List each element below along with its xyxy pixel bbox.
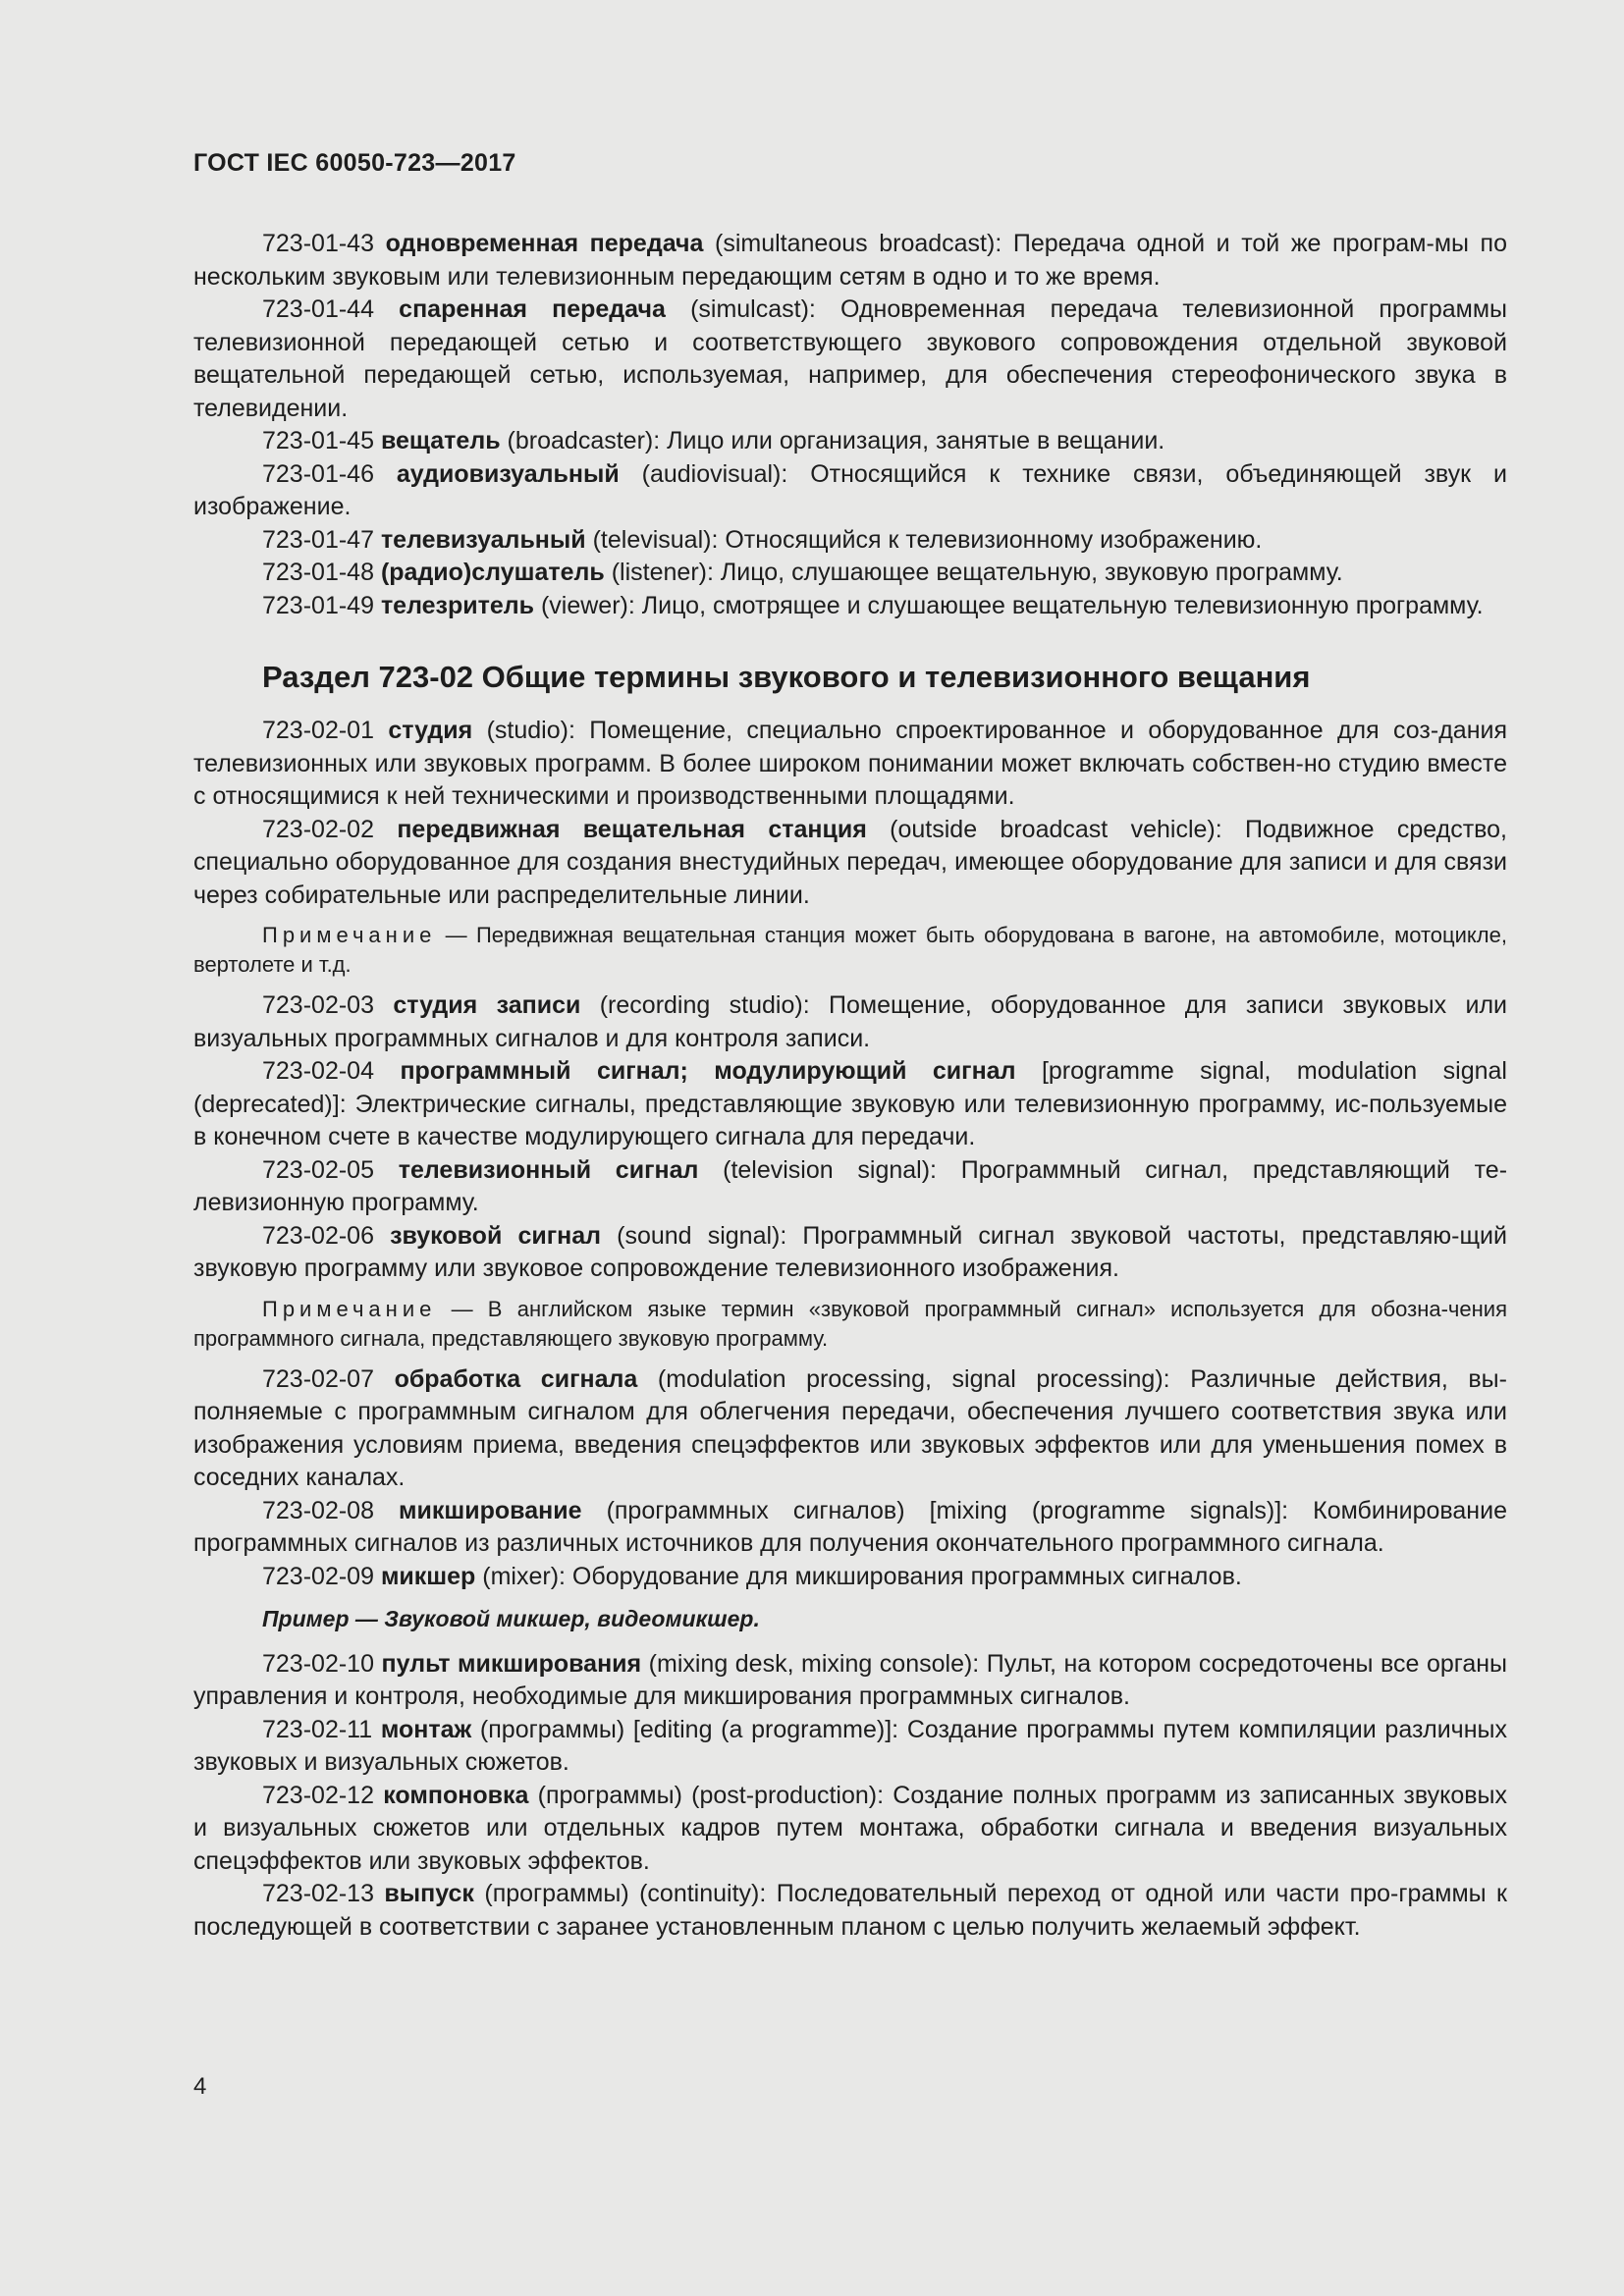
document-body	[193, 228, 1507, 1944]
term-entry	[193, 1055, 1507, 1154]
entry-term: компоновка	[383, 1781, 529, 1809]
entry-code: 723-02-13	[262, 1880, 374, 1907]
entry-term: телевизионный сигнал	[398, 1155, 699, 1184]
entry-term: звуковой сигнал	[390, 1221, 602, 1250]
entry-definition: (outside broadcast vehicle): Подвижное средство, специально оборудованное для создания внестудийных передач, имеющее оборудование для записи и для связи через собирательные или распределительные линии.	[193, 815, 1507, 909]
entry-definition: (simultaneous broadcast): Передача одной и той же програм-мы по нескольким звуковым или телевизионным передающим сетям в одно и то же время.	[193, 230, 1507, 291]
term-entry	[193, 1220, 1507, 1286]
document-header: ГОСТ IEC 60050-723—2017	[193, 149, 516, 177]
entry-term: микшер	[380, 1562, 476, 1590]
entry-code: 723-01-44	[262, 295, 374, 323]
entry-term: телевизуальный	[380, 525, 586, 554]
entry-term: студия записи	[393, 991, 581, 1019]
term-entry	[193, 1648, 1507, 1714]
entry-term: выпуск	[384, 1880, 474, 1907]
note-label: Примечание	[262, 923, 437, 947]
entry-definition: (broadcaster): Лицо или организация, занятые в вещании.	[507, 427, 1165, 454]
entry-definition: (mixing desk, mixing console): Пульт, на котором сосредоточены все органы управления и контроля, необходимые для микширования программных сигналов.	[193, 1649, 1508, 1710]
entry-code: 723-02-09	[262, 1562, 374, 1590]
note-text: — В английском языке термин «звуковой программный сигнал» используется для обозна-чения программного сигнала, представляющего звуковую программу.	[193, 1296, 1507, 1351]
page-number: 4	[193, 2073, 207, 2100]
entry-definition: (sound signal): Программный сигнал звуковой частоты, представляю-щий звуковую программу или звуковое сопровождение телевизионного изображения.	[193, 1221, 1507, 1282]
term-entry	[193, 1154, 1507, 1220]
entry-code: 723-01-43	[262, 230, 374, 257]
entry-definition: [programme signal, modulation signal (deprecated)]: Электрические сигналы, представляющие звуковую или телевизионную программу, ис-пользуемые в конечном счете в качестве модулирующего сигнала для передачи.	[193, 1057, 1507, 1150]
term-entry	[193, 1561, 1507, 1594]
entry-definition: (mixer): Оборудование для микширования программных сигналов.	[482, 1562, 1242, 1590]
term-entry	[193, 1363, 1507, 1495]
entry-term: микширование	[399, 1496, 582, 1524]
term-entry	[193, 715, 1507, 814]
entry-code: 723-02-12	[262, 1781, 374, 1809]
entry-definition: (simulcast): Одновременная передача телевизионной программы телевизионной передающей сетью и соответствующего звукового сопровождения отдельной звуковой вещательной передающей сетью, используемая, например, для обеспечения стереофонического звука в телевидении.	[193, 295, 1507, 422]
entry-definition: (программных сигналов) [mixing (programme signals)]: Комбинирование программных сигналов из различных источников для получения окончательного программного сигнала.	[193, 1496, 1507, 1557]
entry-code: 723-02-03	[262, 991, 374, 1019]
entry-code: 723-02-08	[262, 1496, 374, 1524]
entry-definition: (television signal): Программный сигнал, представляющий те-левизионную программу.	[193, 1155, 1508, 1216]
entry-definition: (программы) [editing (a programme)]: Создание программы путем компиляции различных звуковых и визуальных сюжетов.	[193, 1715, 1507, 1776]
term-entry	[193, 458, 1507, 524]
term-entry	[193, 425, 1507, 458]
example: Пример — Звуковой микшер, видеомикшер.	[262, 1606, 760, 1631]
entry-code: 723-02-10	[262, 1649, 374, 1678]
entry-definition: (recording studio): Помещение, оборудованное для записи звуковых или визуальных программных сигналов и для контроля записи.	[193, 991, 1507, 1052]
entry-term: вещатель	[380, 427, 501, 454]
entry-term: спаренная передача	[399, 295, 666, 323]
note-label: Примечание	[262, 1296, 437, 1321]
entry-term: передвижная вещательная станция	[397, 815, 867, 843]
term-entry	[193, 1878, 1507, 1944]
term-entry	[193, 1714, 1507, 1780]
entry-term: одновременная передача	[385, 230, 704, 257]
entry-definition: (программы) (post-production): Создание полных программ из записанных звуковых и визуальных сюжетов или отдельных кадров путем монтажа, обработки сигнала и введения визуальных спецэффектов или звуковых эффектов.	[193, 1781, 1507, 1875]
term-entry	[193, 557, 1507, 590]
term-entry	[193, 989, 1507, 1055]
entry-definition: (viewer): Лицо, смотрящее и слушающее вещательную телевизионную программу.	[540, 591, 1484, 619]
entry-code: 723-02-02	[262, 815, 374, 843]
entry-term: (радио)слушатель	[380, 559, 605, 586]
term-entry	[193, 228, 1507, 294]
entry-term: аудиовизуальный	[396, 459, 620, 488]
entry-code: 723-02-11	[262, 1715, 373, 1743]
term-entry	[193, 1495, 1507, 1561]
entry-term: монтаж	[380, 1715, 472, 1743]
term-entry	[193, 814, 1507, 913]
entry-definition: (listener): Лицо, слушающее вещательную, звуковую программу.	[611, 559, 1343, 586]
entry-code: 723-01-46	[262, 459, 374, 488]
entry-definition: (televisual): Относящийся к телевизионному изображению.	[592, 525, 1263, 554]
entry-term: пульт микширования	[381, 1649, 642, 1678]
entry-term: студия	[388, 717, 473, 744]
entry-code: 723-01-45	[262, 427, 374, 454]
term-entry	[193, 294, 1507, 425]
entry-term: телезритель	[380, 591, 535, 619]
entry-code: 723-01-48	[262, 559, 374, 586]
entry-definition: (программы) (continuity): Последовательный переход от одной или части про-граммы к последующей в соответствии с заранее установленным планом с целью получить желаемый эффект.	[193, 1880, 1507, 1941]
entry-code: 723-02-01	[262, 717, 374, 744]
entry-code: 723-02-05	[262, 1155, 374, 1184]
entry-definition: (modulation processing, signal processing): Различные действия, вы-полняемые с программным сигналом для облегчения передачи, обеспечения лучшего соответствия звука или изображения условиям приема, введения спецэффектов или звуковых эффектов или для уменьшения помех в соседних каналах.	[193, 1364, 1507, 1491]
entry-code: 723-02-07	[262, 1364, 374, 1393]
entry-code: 723-02-06	[262, 1221, 374, 1250]
entry-definition: (studio): Помещение, специально спроектированное и оборудованное для соз-дания телевизионных или звуковых программ. В более широком понимании может включать собствен-но студию вместе с относящимися к ней техническими и производственными площадями.	[193, 717, 1507, 810]
entry-code: 723-01-49	[262, 591, 374, 619]
entry-code: 723-01-47	[262, 525, 374, 554]
term-entry	[193, 1780, 1507, 1879]
term-entry	[193, 524, 1507, 558]
note-text: — Передвижная вещательная станция может быть оборудована в вагоне, на автомобиле, мотоцикле, вертолете и т.д.	[193, 923, 1507, 977]
note	[193, 921, 1507, 980]
note	[193, 1295, 1507, 1354]
term-entry	[193, 590, 1507, 623]
entry-term: обработка сигнала	[394, 1364, 638, 1393]
entry-term: программный сигнал; модулирующий сигнал	[400, 1057, 1016, 1085]
entry-definition: (audiovisual): Относящийся к технике связи, объединяющей звук и изображение.	[193, 459, 1507, 520]
section-heading: Раздел 723-02 Общие термины звукового и телевизионного вещания	[262, 660, 1311, 694]
entry-code: 723-02-04	[262, 1057, 374, 1085]
